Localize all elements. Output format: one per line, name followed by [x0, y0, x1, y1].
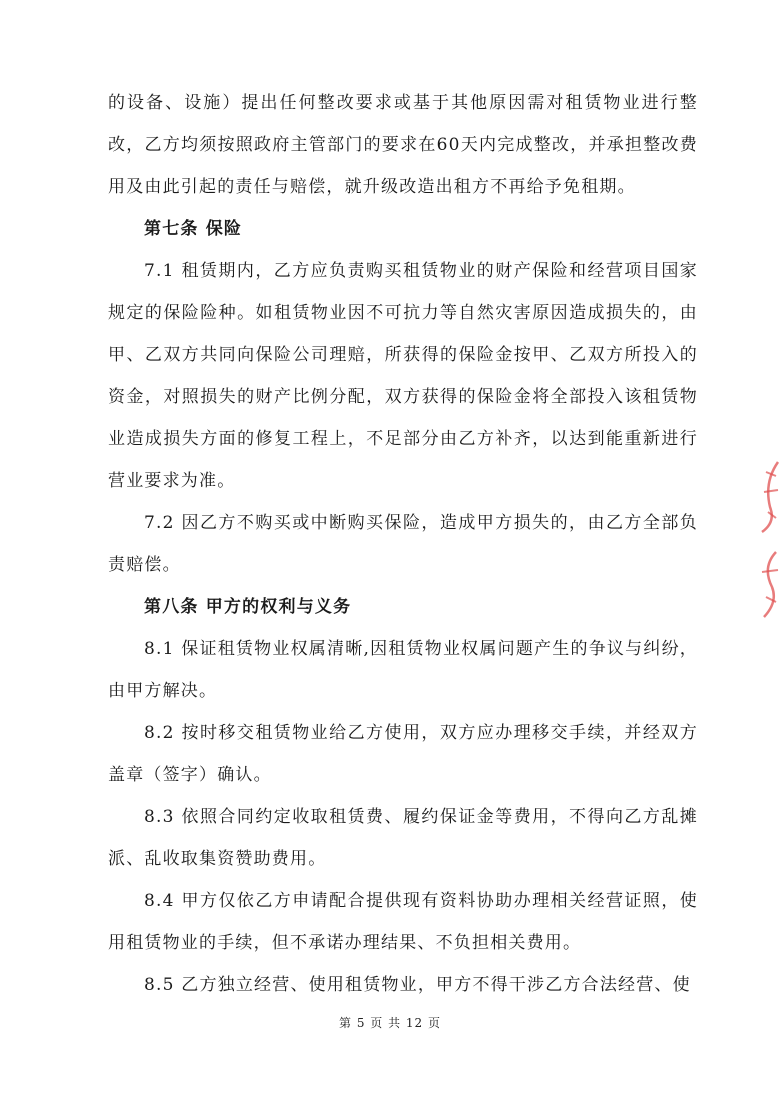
paragraph-continuation: 的设备、设施）提出任何整改要求或基于其他原因需对租赁物业进行整改，乙方均须按照政府主管部门的要求在60天内完成整改，并承担整改费用及由此引起的责任与赔偿，就升级改造出租方不再给予免租期。 — [108, 93, 698, 197]
clause-8-2: 8.2 按时移交租赁物业给乙方使用，双方应办理移交手续，并经双方盖章（签字）确认。 — [108, 723, 698, 785]
section-heading-8: 第八条 甲方的权利与义务 — [144, 597, 352, 617]
clause-7-2: 7.2 因乙方不购买或中断购买保险，造成甲方损失的，由乙方全部负责赔偿。 — [108, 513, 698, 575]
section-heading-7: 第七条 保险 — [144, 219, 243, 239]
document-body — [108, 82, 698, 1006]
clause-7-1: 7.1 租赁期内，乙方应负责购买租赁物业的财产保险和经营项目国家规定的保险险种。如租赁物业因不可抗力等自然灾害原因造成损失的，由甲、乙双方共同向保险公司理赔，所获得的保险金按甲、乙双方所投入的资金，对照损失的财产比例分配，双方获得的保险金将全部投入该租赁物业造成损失方面的修复工程上，不足部分由乙方补齐，以达到能重新进行营业要求为准。 — [108, 261, 698, 491]
clause-8-1: 8.1 保证租赁物业权属清晰,因租赁物业权属问题产生的争议与纠纷，由甲方解决。 — [108, 639, 698, 701]
clause-8-4: 8.4 甲方仅依乙方申请配合提供现有资料协助办理相关经营证照，使用租赁物业的手续，但不承诺办理结果、不负担相关费用。 — [108, 891, 698, 953]
seal-stamp-fragment — [756, 452, 780, 632]
clause-8-3: 8.3 依照合同约定收取租赁费、履约保证金等费用，不得向乙方乱摊派、乱收取集资赞助费用。 — [108, 807, 698, 869]
page-footer: 第 5 页 共 12 页 — [339, 1016, 441, 1030]
clause-8-5: 8.5 乙方独立经营、使用租赁物业，甲方不得干涉乙方合法经营、使 — [144, 975, 691, 995]
